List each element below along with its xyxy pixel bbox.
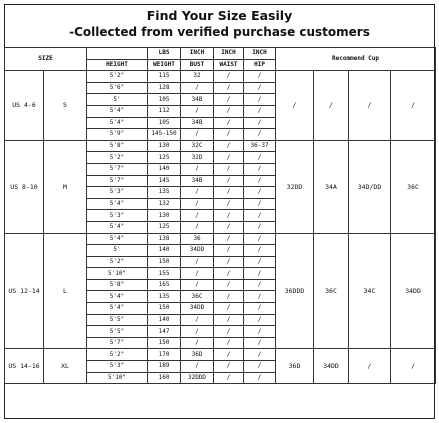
- size-row: [5, 349, 436, 361]
- weight-cell: 128: [148, 82, 181, 94]
- height-cell: 5': [87, 245, 148, 257]
- weight-cell: 125: [148, 221, 181, 233]
- weight-cell: 112: [148, 105, 181, 117]
- weight-cell: 145: [148, 175, 181, 187]
- hip-cell: /: [244, 105, 276, 117]
- waist-cell: /: [214, 82, 244, 94]
- hip-cell: /: [244, 152, 276, 164]
- height-cell: 5'2": [87, 349, 148, 361]
- bust-cell: 32D: [181, 152, 214, 164]
- recommend-cup-cell: 34D/DD: [349, 140, 391, 233]
- size-chart-table: [4, 47, 436, 384]
- bust-cell: 34DD: [181, 303, 214, 315]
- size-row: [5, 233, 436, 245]
- hip-cell: /: [244, 198, 276, 210]
- bust-cell: /: [181, 326, 214, 338]
- bust-cell: 34DD: [181, 245, 214, 257]
- waist-cell: /: [214, 175, 244, 187]
- hip-cell: /: [244, 361, 276, 373]
- weight-cell: 135: [148, 187, 181, 199]
- height-cell: 5'2": [87, 256, 148, 268]
- recommend-cup-cell: /: [349, 349, 391, 384]
- chart-title: Find Your Size Easily: [146, 8, 293, 23]
- height-cell: 5'3": [87, 187, 148, 199]
- bust-cell: /: [181, 82, 214, 94]
- waist-cell: /: [214, 163, 244, 175]
- letter-size-cell: S: [44, 71, 87, 141]
- header-waist: WAIST: [214, 59, 244, 71]
- header-inch-waist: INCH: [214, 48, 244, 60]
- height-cell: 5'2": [87, 71, 148, 83]
- height-cell: 5'8": [87, 140, 148, 152]
- recommend-cup-cell: 34A: [314, 140, 349, 233]
- hip-cell: /: [244, 210, 276, 222]
- weight-cell: 147: [148, 326, 181, 338]
- recommend-cup-cell: 36D: [276, 349, 314, 384]
- weight-cell: 145-150: [148, 129, 181, 141]
- height-cell: 5'6": [87, 82, 148, 94]
- us-size-cell: US 4-6: [5, 71, 44, 141]
- waist-cell: /: [214, 349, 244, 361]
- hip-cell: /: [244, 187, 276, 199]
- bust-cell: 34B: [181, 175, 214, 187]
- height-cell: 5'4": [87, 221, 148, 233]
- hip-cell: /: [244, 326, 276, 338]
- chart-subtitle: -Collected from verified purchase customers: [69, 25, 370, 39]
- waist-cell: /: [214, 94, 244, 106]
- hip-cell: /: [244, 256, 276, 268]
- bust-cell: /: [181, 337, 214, 349]
- recommend-cup-cell: 34C: [349, 233, 391, 349]
- waist-cell: /: [214, 187, 244, 199]
- bust-cell: /: [181, 361, 214, 373]
- recommend-cup-cell: 34DD: [391, 233, 436, 349]
- hip-cell: /: [244, 245, 276, 257]
- hip-cell: /: [244, 279, 276, 291]
- header-inch-bust: INCH: [181, 48, 214, 60]
- recommend-cup-cell: /: [391, 349, 436, 384]
- hip-cell: /: [244, 314, 276, 326]
- hip-cell: /: [244, 163, 276, 175]
- weight-cell: 155: [148, 268, 181, 280]
- us-size-cell: US 12-14: [5, 233, 44, 349]
- height-cell: 5'9": [87, 129, 148, 141]
- weight-cell: 150: [148, 256, 181, 268]
- header-bust: BUST: [181, 59, 214, 71]
- recommend-cup-cell: 32DD: [276, 140, 314, 233]
- waist-cell: /: [214, 256, 244, 268]
- waist-cell: /: [214, 210, 244, 222]
- recommend-cup-cell: /: [314, 71, 349, 141]
- waist-cell: /: [214, 140, 244, 152]
- hip-cell: /: [244, 233, 276, 245]
- waist-cell: /: [214, 372, 244, 384]
- bust-cell: /: [181, 105, 214, 117]
- height-cell: 5'4": [87, 117, 148, 129]
- bust-cell: /: [181, 187, 214, 199]
- height-cell: 5'4": [87, 303, 148, 315]
- height-cell: 5'3": [87, 361, 148, 373]
- height-cell: 5'10": [87, 372, 148, 384]
- height-cell: 5'7": [87, 337, 148, 349]
- header-height: HEIGHT: [87, 59, 148, 71]
- weight-cell: 150: [148, 337, 181, 349]
- header-row-1: [5, 48, 436, 60]
- weight-cell: 150: [148, 303, 181, 315]
- weight-cell: 115: [148, 71, 181, 83]
- waist-cell: /: [214, 129, 244, 141]
- waist-cell: /: [214, 198, 244, 210]
- weight-cell: 170: [148, 349, 181, 361]
- weight-cell: 165: [148, 279, 181, 291]
- height-cell: 5'7": [87, 175, 148, 187]
- weight-cell: 135: [148, 291, 181, 303]
- hip-cell: 36-37: [244, 140, 276, 152]
- height-cell: 5'7": [87, 163, 148, 175]
- weight-cell: 130: [148, 140, 181, 152]
- waist-cell: /: [214, 326, 244, 338]
- bust-cell: 34B: [181, 117, 214, 129]
- waist-cell: /: [214, 221, 244, 233]
- header-hip: HIP: [244, 59, 276, 71]
- bust-cell: /: [181, 221, 214, 233]
- bust-cell: /: [181, 256, 214, 268]
- waist-cell: /: [214, 314, 244, 326]
- bust-cell: 32C: [181, 140, 214, 152]
- weight-cell: 130: [148, 210, 181, 222]
- bust-cell: /: [181, 129, 214, 141]
- bust-cell: 36C: [181, 291, 214, 303]
- bust-cell: 32: [181, 71, 214, 83]
- weight-cell: 132: [148, 198, 181, 210]
- bust-cell: 34B: [181, 94, 214, 106]
- waist-cell: /: [214, 105, 244, 117]
- weight-cell: 189: [148, 361, 181, 373]
- waist-cell: /: [214, 361, 244, 373]
- header-weight: WEIGHT: [148, 59, 181, 71]
- size-row: [5, 71, 436, 83]
- waist-cell: /: [214, 337, 244, 349]
- waist-cell: /: [214, 117, 244, 129]
- header-inch-hip: INCH: [244, 48, 276, 60]
- bust-cell: 32DDD: [181, 372, 214, 384]
- hip-cell: /: [244, 337, 276, 349]
- header-size: SIZE: [5, 48, 87, 71]
- waist-cell: /: [214, 152, 244, 164]
- hip-cell: /: [244, 82, 276, 94]
- height-cell: 5'5": [87, 314, 148, 326]
- bust-cell: /: [181, 210, 214, 222]
- hip-cell: /: [244, 268, 276, 280]
- bust-cell: 36D: [181, 349, 214, 361]
- hip-cell: /: [244, 349, 276, 361]
- us-size-cell: US 8-10: [5, 140, 44, 233]
- bust-cell: 36: [181, 233, 214, 245]
- height-cell: 5'4": [87, 291, 148, 303]
- height-cell: 5'4": [87, 105, 148, 117]
- bust-cell: /: [181, 198, 214, 210]
- recommend-cup-cell: 36C: [391, 140, 436, 233]
- waist-cell: /: [214, 245, 244, 257]
- weight-cell: 125: [148, 152, 181, 164]
- weight-cell: 160: [148, 372, 181, 384]
- hip-cell: /: [244, 291, 276, 303]
- header-lbs: LBS: [148, 48, 181, 60]
- waist-cell: /: [214, 233, 244, 245]
- hip-cell: /: [244, 129, 276, 141]
- recommend-cup-cell: 36DDD: [276, 233, 314, 349]
- height-cell: 5'2": [87, 152, 148, 164]
- size-row: [5, 140, 436, 152]
- height-cell: 5': [87, 94, 148, 106]
- hip-cell: /: [244, 372, 276, 384]
- header-recommend-cup: Recommend Cup: [276, 48, 436, 71]
- height-cell: 5'4": [87, 198, 148, 210]
- recommend-cup-cell: /: [349, 71, 391, 141]
- waist-cell: /: [214, 303, 244, 315]
- hip-cell: /: [244, 175, 276, 187]
- height-cell: 5'8": [87, 279, 148, 291]
- waist-cell: /: [214, 291, 244, 303]
- weight-cell: 138: [148, 233, 181, 245]
- hip-cell: /: [244, 94, 276, 106]
- height-cell: 5'4": [87, 233, 148, 245]
- weight-cell: 105: [148, 117, 181, 129]
- hip-cell: /: [244, 303, 276, 315]
- hip-cell: /: [244, 71, 276, 83]
- hip-cell: /: [244, 221, 276, 233]
- recommend-cup-cell: 36C: [314, 233, 349, 349]
- bust-cell: /: [181, 163, 214, 175]
- weight-cell: 140: [148, 163, 181, 175]
- recommend-cup-cell: /: [391, 71, 436, 141]
- header-blank: [87, 48, 148, 60]
- waist-cell: /: [214, 268, 244, 280]
- letter-size-cell: XL: [44, 349, 87, 384]
- bust-cell: /: [181, 314, 214, 326]
- weight-cell: 140: [148, 314, 181, 326]
- bust-cell: /: [181, 279, 214, 291]
- weight-cell: 105: [148, 94, 181, 106]
- letter-size-cell: L: [44, 233, 87, 349]
- height-cell: 5'10": [87, 268, 148, 280]
- bust-cell: /: [181, 268, 214, 280]
- weight-cell: 140: [148, 245, 181, 257]
- us-size-cell: US 14-16: [5, 349, 44, 384]
- hip-cell: /: [244, 117, 276, 129]
- height-cell: 5'3": [87, 210, 148, 222]
- waist-cell: /: [214, 71, 244, 83]
- recommend-cup-cell: 34DD: [314, 349, 349, 384]
- height-cell: 5'5": [87, 326, 148, 338]
- letter-size-cell: M: [44, 140, 87, 233]
- waist-cell: /: [214, 279, 244, 291]
- recommend-cup-cell: /: [276, 71, 314, 141]
